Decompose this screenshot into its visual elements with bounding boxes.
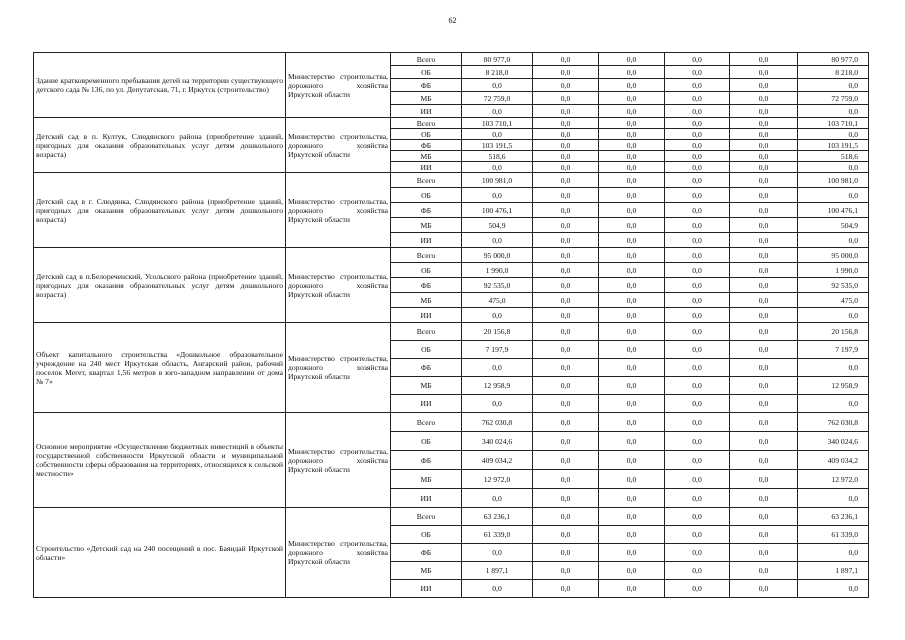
amount-cell: 0,0: [599, 395, 665, 413]
amount-cell: 95 000,0: [462, 248, 533, 263]
amount-cell: 0,0: [665, 92, 730, 105]
amount-cell: 0,0: [730, 293, 798, 308]
activity-name-cell: Детский сад в п. Култук, Слюдянского района (приобретение зданий, пригодных для оказания образовательных услуг детям дошкольного возраста): [34, 118, 286, 173]
funding-source-cell: ФБ: [391, 451, 462, 470]
amount-cell: 0,0: [533, 526, 599, 544]
amount-cell: 0,0: [665, 562, 730, 580]
amount-cell: 0,0: [730, 508, 798, 526]
amount-cell: 0,0: [665, 263, 730, 278]
responsible-executor-cell: Министерство строительства, дорожного хозяйства Иркутской области: [286, 173, 391, 248]
funding-source-cell: Всего: [391, 323, 462, 341]
amount-cell: 0,0: [462, 359, 533, 377]
amount-cell: 0,0: [599, 129, 665, 140]
table-row: [34, 413, 869, 432]
funding-source-cell: ФБ: [391, 544, 462, 562]
amount-cell: 20 156,8: [462, 323, 533, 341]
amount-cell: 0,0: [533, 118, 599, 129]
amount-cell: 0,0: [730, 413, 798, 432]
responsible-executor-cell: Министерство строительства, дорожного хозяйства Иркутской области: [286, 323, 391, 413]
funding-source-cell: ИИ: [391, 162, 462, 173]
table-row: [34, 53, 869, 66]
amount-cell: 0,0: [599, 562, 665, 580]
amount-cell: 0,0: [599, 470, 665, 489]
funding-source-cell: МБ: [391, 377, 462, 395]
amount-cell: 0,0: [533, 293, 599, 308]
responsible-executor-cell: Министерство строительства, дорожного хозяйства Иркутской области: [286, 248, 391, 323]
amount-cell: 0,0: [730, 470, 798, 489]
amount-cell: 0,0: [665, 377, 730, 395]
amount-cell: 0,0: [665, 151, 730, 162]
funding-source-cell: ИИ: [391, 395, 462, 413]
funding-source-cell: МБ: [391, 293, 462, 308]
total-amount-cell: 92 535,0: [798, 278, 869, 293]
total-amount-cell: 80 977,0: [798, 53, 869, 66]
amount-cell: 0,0: [665, 278, 730, 293]
amount-cell: 0,0: [665, 395, 730, 413]
page-number: 62: [448, 16, 457, 25]
amount-cell: 0,0: [462, 105, 533, 118]
funding-source-cell: ОБ: [391, 432, 462, 451]
amount-cell: 0,0: [533, 470, 599, 489]
amount-cell: 0,0: [730, 162, 798, 173]
total-amount-cell: 0,0: [798, 489, 869, 508]
total-amount-cell: 475,0: [798, 293, 869, 308]
amount-cell: 0,0: [730, 451, 798, 470]
amount-cell: 0,0: [599, 278, 665, 293]
amount-cell: 0,0: [533, 278, 599, 293]
table-row: [34, 248, 869, 263]
amount-cell: 0,0: [599, 140, 665, 151]
total-amount-cell: 0,0: [798, 544, 869, 562]
amount-cell: 0,0: [665, 470, 730, 489]
amount-cell: 0,0: [533, 218, 599, 233]
amount-cell: 0,0: [665, 140, 730, 151]
funding-source-cell: ИИ: [391, 233, 462, 248]
amount-cell: 0,0: [462, 233, 533, 248]
amount-cell: 0,0: [533, 359, 599, 377]
amount-cell: 0,0: [462, 308, 533, 323]
funding-source-cell: ОБ: [391, 263, 462, 278]
funding-source-cell: ОБ: [391, 129, 462, 140]
amount-cell: 0,0: [665, 359, 730, 377]
amount-cell: 0,0: [599, 79, 665, 92]
amount-cell: 0,0: [599, 248, 665, 263]
funding-source-cell: Всего: [391, 508, 462, 526]
funding-source-cell: Всего: [391, 248, 462, 263]
amount-cell: 0,0: [533, 129, 599, 140]
amount-cell: 0,0: [599, 118, 665, 129]
total-amount-cell: 0,0: [798, 233, 869, 248]
amount-cell: 0,0: [730, 218, 798, 233]
amount-cell: 0,0: [599, 162, 665, 173]
amount-cell: 0,0: [665, 203, 730, 218]
amount-cell: 0,0: [730, 188, 798, 203]
amount-cell: 103 710,1: [462, 118, 533, 129]
amount-cell: 0,0: [665, 432, 730, 451]
total-amount-cell: 0,0: [798, 79, 869, 92]
amount-cell: 0,0: [665, 308, 730, 323]
funding-source-cell: ОБ: [391, 66, 462, 79]
amount-cell: 0,0: [730, 140, 798, 151]
funding-source-cell: ИИ: [391, 105, 462, 118]
funding-source-cell: Всего: [391, 413, 462, 432]
amount-cell: 0,0: [533, 308, 599, 323]
amount-cell: 0,0: [730, 377, 798, 395]
total-amount-cell: 504,9: [798, 218, 869, 233]
amount-cell: 0,0: [665, 341, 730, 359]
table-row: [34, 508, 869, 526]
amount-cell: 1 897,1: [462, 562, 533, 580]
amount-cell: 518,6: [462, 151, 533, 162]
amount-cell: 0,0: [665, 105, 730, 118]
amount-cell: 0,0: [730, 489, 798, 508]
total-amount-cell: 1 990,0: [798, 263, 869, 278]
activity-name-cell: Строительство «Детский сад на 240 посещений в пос. Баяндай Иркутской области»: [34, 508, 286, 598]
amount-cell: 0,0: [730, 432, 798, 451]
total-amount-cell: 0,0: [798, 162, 869, 173]
amount-cell: 0,0: [665, 413, 730, 432]
amount-cell: 12 972,0: [462, 470, 533, 489]
amount-cell: 504,9: [462, 218, 533, 233]
funding-source-cell: МБ: [391, 562, 462, 580]
funding-source-cell: ОБ: [391, 188, 462, 203]
funding-source-cell: ИИ: [391, 308, 462, 323]
amount-cell: 0,0: [730, 263, 798, 278]
amount-cell: 72 759,0: [462, 92, 533, 105]
amount-cell: 0,0: [462, 489, 533, 508]
amount-cell: 103 191,5: [462, 140, 533, 151]
amount-cell: 0,0: [599, 218, 665, 233]
amount-cell: 0,0: [599, 413, 665, 432]
amount-cell: 0,0: [730, 562, 798, 580]
funding-source-cell: ФБ: [391, 79, 462, 92]
total-amount-cell: 12 972,0: [798, 470, 869, 489]
amount-cell: 0,0: [533, 173, 599, 188]
amount-cell: 0,0: [730, 526, 798, 544]
amount-cell: 0,0: [533, 248, 599, 263]
total-amount-cell: 100 981,0: [798, 173, 869, 188]
amount-cell: 100 981,0: [462, 173, 533, 188]
funding-source-cell: Всего: [391, 173, 462, 188]
amount-cell: 0,0: [533, 140, 599, 151]
amount-cell: 0,0: [462, 395, 533, 413]
total-amount-cell: 0,0: [798, 359, 869, 377]
total-amount-cell: 103 710,1: [798, 118, 869, 129]
amount-cell: 0,0: [533, 92, 599, 105]
amount-cell: 0,0: [599, 151, 665, 162]
amount-cell: 0,0: [599, 489, 665, 508]
amount-cell: 0,0: [533, 233, 599, 248]
amount-cell: 0,0: [665, 544, 730, 562]
amount-cell: 0,0: [730, 173, 798, 188]
total-amount-cell: 0,0: [798, 308, 869, 323]
amount-cell: 63 236,1: [462, 508, 533, 526]
total-amount-cell: 0,0: [798, 129, 869, 140]
amount-cell: 0,0: [533, 105, 599, 118]
amount-cell: 0,0: [665, 66, 730, 79]
total-amount-cell: 0,0: [798, 580, 869, 598]
total-amount-cell: 72 759,0: [798, 92, 869, 105]
amount-cell: 0,0: [730, 580, 798, 598]
funding-source-cell: ИИ: [391, 580, 462, 598]
funding-source-cell: МБ: [391, 92, 462, 105]
funding-source-cell: ФБ: [391, 359, 462, 377]
amount-cell: 0,0: [533, 341, 599, 359]
amount-cell: 0,0: [599, 203, 665, 218]
amount-cell: 0,0: [599, 508, 665, 526]
funding-source-cell: МБ: [391, 151, 462, 162]
amount-cell: 0,0: [599, 105, 665, 118]
amount-cell: 0,0: [533, 66, 599, 79]
total-amount-cell: 1 897,1: [798, 562, 869, 580]
funding-source-cell: ФБ: [391, 278, 462, 293]
amount-cell: 0,0: [730, 129, 798, 140]
responsible-executor-cell: Министерство строительства, дорожного хозяйства Иркутской области: [286, 53, 391, 118]
total-amount-cell: 7 197,9: [798, 341, 869, 359]
total-amount-cell: 340 024,6: [798, 432, 869, 451]
amount-cell: 0,0: [599, 293, 665, 308]
amount-cell: 0,0: [665, 218, 730, 233]
amount-cell: 0,0: [533, 432, 599, 451]
funding-source-cell: ОБ: [391, 526, 462, 544]
amount-cell: 0,0: [462, 129, 533, 140]
amount-cell: 0,0: [462, 188, 533, 203]
amount-cell: 0,0: [462, 162, 533, 173]
amount-cell: 0,0: [462, 544, 533, 562]
total-amount-cell: 100 476,1: [798, 203, 869, 218]
funding-source-cell: МБ: [391, 218, 462, 233]
amount-cell: 0,0: [730, 118, 798, 129]
amount-cell: 0,0: [599, 526, 665, 544]
amount-cell: 0,0: [665, 293, 730, 308]
amount-cell: 0,0: [599, 323, 665, 341]
amount-cell: 0,0: [533, 580, 599, 598]
amount-cell: 0,0: [533, 188, 599, 203]
amount-cell: 0,0: [533, 562, 599, 580]
table-row: [34, 173, 869, 188]
amount-cell: 340 024,6: [462, 432, 533, 451]
total-amount-cell: 103 191,5: [798, 140, 869, 151]
amount-cell: 0,0: [665, 118, 730, 129]
activity-name-cell: Основное мероприятие «Осуществление бюджетных инвестиций в объекты государственной собственности Иркутской области и муниципальной собственности сферы образования на территориях, относящихся к сельской местности»: [34, 413, 286, 508]
activity-name-cell: Детский сад в п.Белореченский, Усольского района (приобретение зданий, пригодных для оказания образовательных услуг детям дошкольного возраста): [34, 248, 286, 323]
amount-cell: 0,0: [665, 188, 730, 203]
responsible-executor-cell: Министерство строительства, дорожного хозяйства Иркутской области: [286, 508, 391, 598]
amount-cell: 0,0: [599, 377, 665, 395]
amount-cell: 0,0: [533, 395, 599, 413]
amount-cell: 61 339,0: [462, 526, 533, 544]
amount-cell: 0,0: [730, 151, 798, 162]
amount-cell: 0,0: [599, 580, 665, 598]
amount-cell: 0,0: [730, 544, 798, 562]
funding-source-cell: ФБ: [391, 203, 462, 218]
amount-cell: 0,0: [730, 203, 798, 218]
amount-cell: 0,0: [533, 79, 599, 92]
amount-cell: 0,0: [665, 162, 730, 173]
total-amount-cell: 0,0: [798, 395, 869, 413]
amount-cell: 0,0: [599, 308, 665, 323]
budget-table: [33, 52, 869, 598]
amount-cell: 0,0: [730, 278, 798, 293]
amount-cell: 0,0: [533, 151, 599, 162]
amount-cell: 0,0: [665, 526, 730, 544]
amount-cell: 0,0: [730, 233, 798, 248]
funding-source-cell: Всего: [391, 118, 462, 129]
amount-cell: 0,0: [599, 263, 665, 278]
amount-cell: 0,0: [462, 580, 533, 598]
total-amount-cell: 0,0: [798, 188, 869, 203]
table-row: [34, 323, 869, 341]
amount-cell: 1 990,0: [462, 263, 533, 278]
amount-cell: 0,0: [665, 53, 730, 66]
activity-name-cell: Детский сад в г. Слюдянка, Слюдянского района (приобретение зданий, пригодных для оказания образовательных услуг детям дошкольного возраста): [34, 173, 286, 248]
total-amount-cell: 0,0: [798, 105, 869, 118]
amount-cell: 100 476,1: [462, 203, 533, 218]
amount-cell: 0,0: [599, 544, 665, 562]
amount-cell: 0,0: [599, 233, 665, 248]
total-amount-cell: 409 034,2: [798, 451, 869, 470]
amount-cell: 0,0: [665, 508, 730, 526]
amount-cell: 8 218,0: [462, 66, 533, 79]
amount-cell: 0,0: [665, 248, 730, 263]
amount-cell: 0,0: [533, 263, 599, 278]
funding-source-cell: ИИ: [391, 489, 462, 508]
activity-name-cell: Здание кратковременного пребывания детей на территории существующего детского сада № 136, по ул. Депутатская, 71, г. Иркутск (строительство): [34, 53, 286, 118]
funding-source-cell: ОБ: [391, 341, 462, 359]
total-amount-cell: 63 236,1: [798, 508, 869, 526]
funding-source-cell: МБ: [391, 470, 462, 489]
responsible-executor-cell: Министерство строительства, дорожного хозяйства Иркутской области: [286, 118, 391, 173]
amount-cell: 0,0: [599, 66, 665, 79]
amount-cell: 0,0: [665, 129, 730, 140]
amount-cell: 0,0: [599, 451, 665, 470]
amount-cell: 0,0: [599, 188, 665, 203]
amount-cell: 0,0: [665, 173, 730, 188]
activity-name-cell: Объект капитального строительства «Дошкольное образовательное учреждение на 240 мест Иркутская область, Ангарский район, рабочий поселок Мегет, квартал 1,56 метров в юго-западном направлении от дома № 7»: [34, 323, 286, 413]
amount-cell: 0,0: [533, 413, 599, 432]
total-amount-cell: 20 156,8: [798, 323, 869, 341]
amount-cell: 0,0: [730, 92, 798, 105]
funding-source-cell: Всего: [391, 53, 462, 66]
amount-cell: 0,0: [730, 105, 798, 118]
responsible-executor-cell: Министерство строительства, дорожного хозяйства Иркутской области: [286, 413, 391, 508]
table-row: [34, 118, 869, 129]
amount-cell: 409 034,2: [462, 451, 533, 470]
amount-cell: 0,0: [665, 451, 730, 470]
amount-cell: 0,0: [533, 489, 599, 508]
amount-cell: 0,0: [533, 162, 599, 173]
funding-source-cell: ФБ: [391, 140, 462, 151]
amount-cell: 80 977,0: [462, 53, 533, 66]
total-amount-cell: 8 218,0: [798, 66, 869, 79]
amount-cell: 0,0: [730, 341, 798, 359]
amount-cell: 0,0: [730, 53, 798, 66]
amount-cell: 0,0: [599, 173, 665, 188]
amount-cell: 0,0: [730, 79, 798, 92]
total-amount-cell: 762 030,8: [798, 413, 869, 432]
amount-cell: 0,0: [533, 203, 599, 218]
amount-cell: 0,0: [533, 53, 599, 66]
amount-cell: 0,0: [730, 248, 798, 263]
amount-cell: 7 197,9: [462, 341, 533, 359]
amount-cell: 0,0: [665, 489, 730, 508]
amount-cell: 0,0: [730, 323, 798, 341]
amount-cell: 0,0: [599, 341, 665, 359]
amount-cell: 12 958,9: [462, 377, 533, 395]
amount-cell: 0,0: [730, 308, 798, 323]
total-amount-cell: 95 000,0: [798, 248, 869, 263]
amount-cell: 0,0: [599, 53, 665, 66]
amount-cell: 0,0: [665, 233, 730, 248]
amount-cell: 0,0: [599, 92, 665, 105]
amount-cell: 0,0: [730, 359, 798, 377]
amount-cell: 0,0: [665, 580, 730, 598]
total-amount-cell: 61 339,0: [798, 526, 869, 544]
amount-cell: 0,0: [533, 508, 599, 526]
amount-cell: 0,0: [665, 323, 730, 341]
amount-cell: 0,0: [533, 377, 599, 395]
amount-cell: 475,0: [462, 293, 533, 308]
amount-cell: 762 030,8: [462, 413, 533, 432]
amount-cell: 0,0: [730, 66, 798, 79]
amount-cell: 0,0: [533, 451, 599, 470]
amount-cell: 0,0: [533, 544, 599, 562]
amount-cell: 0,0: [665, 79, 730, 92]
amount-cell: 0,0: [599, 432, 665, 451]
amount-cell: 0,0: [599, 359, 665, 377]
amount-cell: 0,0: [533, 323, 599, 341]
total-amount-cell: 518,6: [798, 151, 869, 162]
total-amount-cell: 12 958,9: [798, 377, 869, 395]
amount-cell: 0,0: [730, 395, 798, 413]
amount-cell: 92 535,0: [462, 278, 533, 293]
amount-cell: 0,0: [462, 79, 533, 92]
